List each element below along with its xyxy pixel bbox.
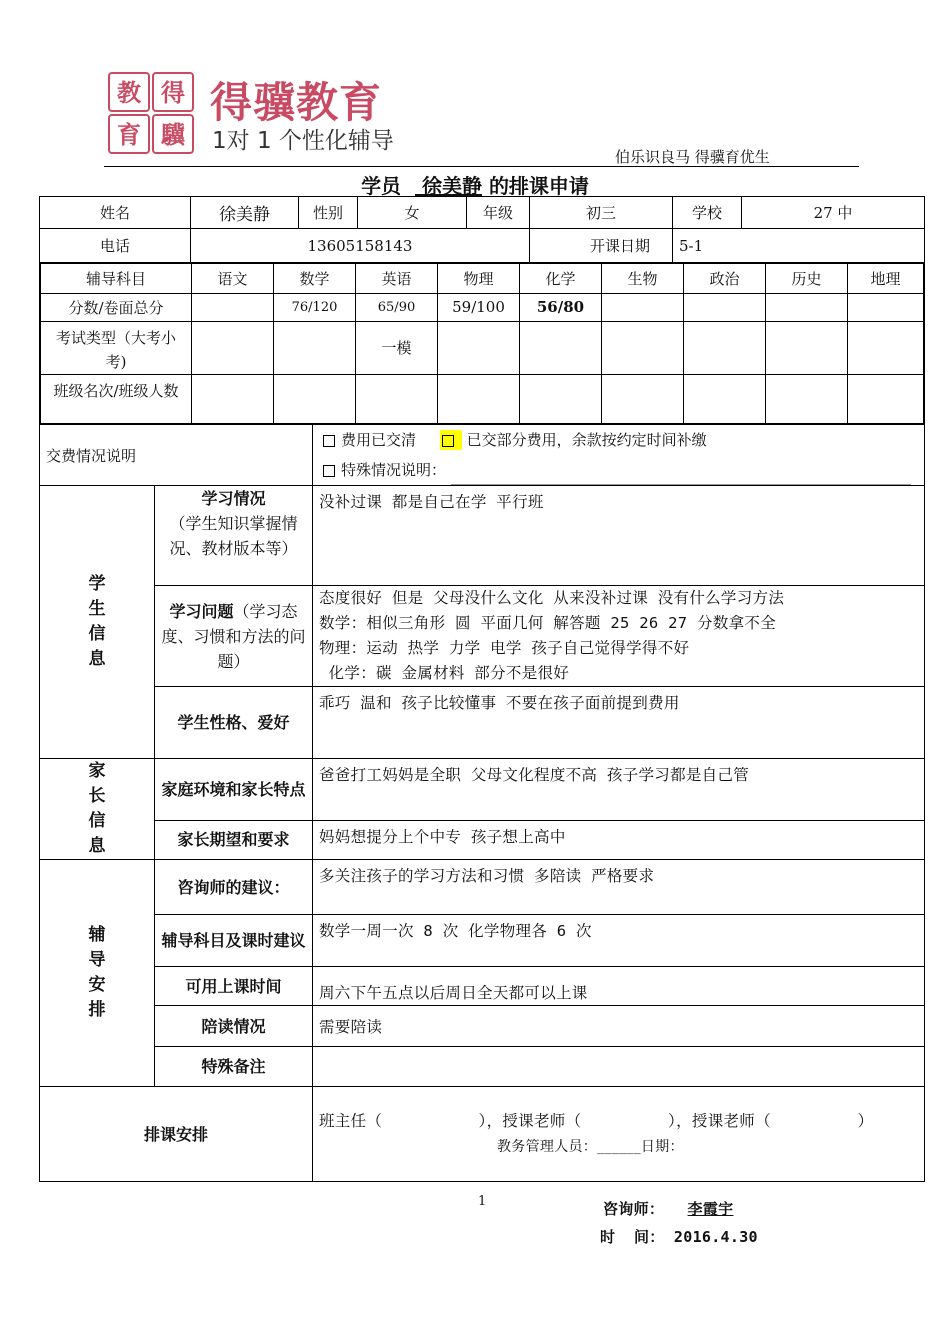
accompany-label: 陪读情况 — [155, 1006, 313, 1047]
start-date-value: 5-1 — [673, 229, 925, 263]
problem-label: 学习问题（学习态度、习惯和方法的问题） — [155, 586, 313, 687]
main-info-table — [39, 424, 925, 1182]
advice-text: 多关注孩子的学习方法和习惯 多陪读 严格要求 — [313, 860, 925, 915]
grade-value: 初三 — [530, 197, 673, 229]
special-case-line[interactable] — [451, 484, 911, 485]
exam-cell: 一模 — [356, 321, 438, 374]
rank-cell — [192, 374, 274, 424]
subject-name: 地理 — [848, 263, 925, 293]
gender-value: 女 — [358, 197, 467, 229]
exam-cell — [684, 321, 766, 374]
payment-label: 交费情况说明 — [40, 425, 313, 486]
subject-name: 化学 — [520, 263, 602, 293]
remark-label: 特殊备注 — [155, 1047, 313, 1087]
exam-cell — [848, 321, 925, 374]
score-cell — [602, 293, 684, 321]
subject-name: 生物 — [602, 263, 684, 293]
exam-cell — [602, 321, 684, 374]
paid-full-label: 费用已交清 — [341, 431, 417, 449]
paid-full-checkbox[interactable] — [323, 435, 335, 447]
problem-line: 态度很好 但是 父母没什么文化 从来没补过课 没有什么学习方法 — [319, 589, 785, 607]
schedule-line2: 教务管理人员：______日期： — [497, 1139, 684, 1155]
basic-info-table — [39, 196, 925, 263]
special-case-label: 特殊情况说明： — [341, 461, 447, 479]
schedule-line1: 班主任（ ），授课老师（ ），授课老师（ ） — [319, 1112, 874, 1130]
expect-text: 妈妈想提分上个中专 孩子想上高中 — [313, 820, 925, 859]
name-value: 徐美静 — [191, 197, 299, 229]
score-cell — [848, 293, 925, 321]
start-date-label: 开课日期 — [530, 229, 673, 263]
header-divider — [104, 166, 859, 167]
advice-label: 咨询师的建议： — [155, 860, 313, 915]
family-text: 爸爸打工妈妈是全职 父母文化程度不高 孩子学习都是自己管 — [313, 759, 925, 821]
family-label: 家庭环境和家长特点 — [155, 759, 313, 821]
school-label: 学校 — [673, 197, 742, 229]
title-student: 徐美静 — [421, 174, 482, 198]
paid-partial-checkbox[interactable] — [442, 435, 454, 447]
score-cell — [192, 293, 274, 321]
consultant-line — [603, 1198, 739, 1219]
consultant-name: 李霞宇 — [687, 1200, 734, 1218]
subject-header-label: 辅导科目 — [40, 263, 192, 293]
exam-cell — [192, 321, 274, 374]
phone-value: 13605158143 — [191, 229, 530, 263]
score-label: 分数/卷面总分 — [40, 293, 192, 321]
brand-name: 得骥教育 — [210, 78, 383, 127]
expect-label: 家长期望和要求 — [155, 820, 313, 859]
course-text: 数学一周一次 8 次 化学物理各 6 次 — [313, 915, 925, 967]
logo-char: 得 — [152, 72, 194, 112]
motto: 伯乐识良马 得骥育优生 — [615, 148, 770, 166]
school-value: 27 中 — [742, 197, 925, 229]
time-text: 周六下午五点以后周日全天都可以上课 — [313, 967, 925, 1006]
rank-cell — [848, 374, 925, 424]
subject-name: 物理 — [438, 263, 520, 293]
page-title — [0, 170, 950, 199]
personality-label: 学生性格、爱好 — [155, 687, 313, 759]
rank-cell — [602, 374, 684, 424]
problem-line: 数学：相似三角形 圆 平面几何 解答题 25 26 27 分数拿不全 — [319, 614, 777, 632]
score-cell: 65/90 — [356, 293, 438, 321]
phone-label: 电话 — [40, 229, 191, 263]
logo-char: 教 — [108, 72, 150, 112]
rank-cell — [766, 374, 848, 424]
consultant-label: 咨询师： — [603, 1200, 665, 1218]
gender-label: 性别 — [299, 197, 358, 229]
brand-tagline: 1对 1 个性化辅导 — [212, 128, 394, 154]
title-prefix: 学员 — [361, 174, 402, 198]
time-label: 可用上课时间 — [155, 967, 313, 1006]
rank-label: 班级名次/班级人数 — [40, 374, 192, 424]
study-text: 没补过课 都是自己在学 平行班 — [313, 486, 925, 586]
problem-text — [313, 586, 925, 687]
subject-name: 数学 — [274, 263, 356, 293]
rank-cell — [684, 374, 766, 424]
payment-options — [313, 425, 925, 486]
rank-cell — [520, 374, 602, 424]
logo-mark — [108, 72, 196, 156]
score-cell: 59/100 — [438, 293, 520, 321]
rank-cell — [438, 374, 520, 424]
course-label: 辅导科目及课时建议 — [155, 915, 313, 967]
score-cell: 56/80 — [520, 293, 602, 321]
remark-text[interactable] — [313, 1047, 925, 1087]
subject-name: 历史 — [766, 263, 848, 293]
parent-info-section: 家 长 信 息 — [40, 759, 155, 860]
problem-line: 物理：运动 热学 力学 电学 孩子自己觉得学得不好 — [319, 639, 690, 657]
score-cell: 76/120 — [274, 293, 356, 321]
schedule-label: 排课安排 — [40, 1087, 313, 1182]
grade-label: 年级 — [467, 197, 530, 229]
exam-type-label: 考试类型（大考小考) — [40, 321, 192, 374]
exam-cell — [438, 321, 520, 374]
score-cell — [766, 293, 848, 321]
date-line — [600, 1226, 758, 1247]
subjects-table — [39, 262, 925, 425]
logo-char: 驥 — [152, 114, 194, 154]
paid-partial-label: 已交部分费用，余款按约定时间补缴 — [466, 431, 707, 449]
logo-char: 育 — [108, 114, 150, 154]
problem-line: 化学：碳 金属材料 部分不是很好 — [319, 664, 570, 682]
arrangement-section: 辅 导 安 排 — [40, 860, 155, 1087]
date-label: 时 间： — [600, 1228, 665, 1246]
student-info-section: 学 生 信 息 — [40, 486, 155, 759]
title-suffix: 的排课申请 — [488, 174, 589, 198]
rank-cell — [356, 374, 438, 424]
schedule-text — [313, 1087, 925, 1182]
accompany-text: 需要陪读 — [313, 1006, 925, 1047]
name-label: 姓名 — [40, 197, 191, 229]
subject-name: 语文 — [192, 263, 274, 293]
page-number: 1 — [478, 1194, 487, 1209]
study-label: 学习情况 （学生知识掌握情况、教材版本等） — [155, 486, 313, 586]
personality-text: 乖巧 温和 孩子比较懂事 不要在孩子面前提到费用 — [313, 687, 925, 759]
score-cell — [684, 293, 766, 321]
subject-name: 英语 — [356, 263, 438, 293]
subject-name: 政治 — [684, 263, 766, 293]
exam-cell — [766, 321, 848, 374]
exam-cell — [274, 321, 356, 374]
rank-cell — [274, 374, 356, 424]
special-case-checkbox[interactable] — [323, 465, 335, 477]
date-value: 2016.4.30 — [673, 1228, 758, 1246]
exam-cell — [520, 321, 602, 374]
